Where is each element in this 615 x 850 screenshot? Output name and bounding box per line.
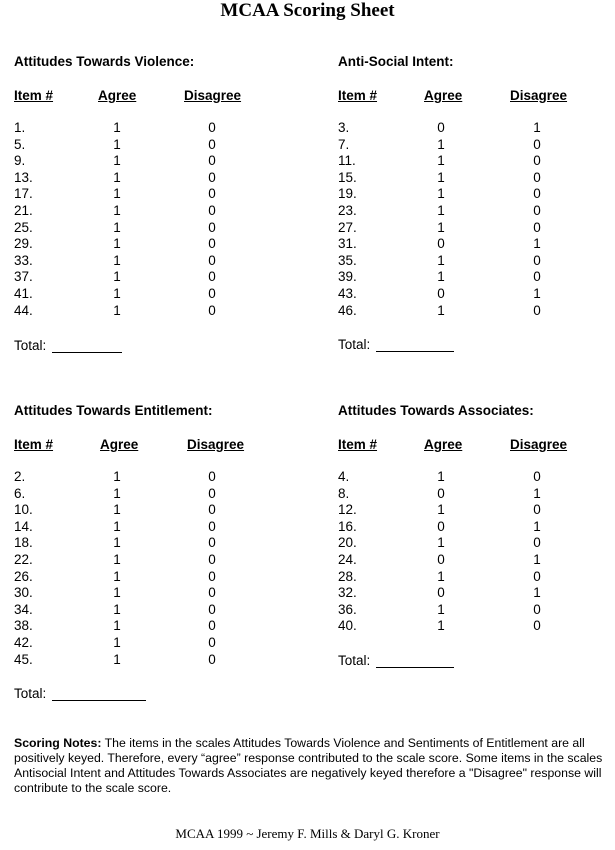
item-cell: 43. — [338, 285, 357, 301]
scoring-notes — [14, 736, 609, 796]
item-cell: 5. — [14, 136, 26, 152]
item-cell: 3. — [338, 120, 350, 135]
section-associates — [338, 403, 615, 703]
disagree-cell: 0 — [533, 568, 541, 584]
agree-cell: 1 — [437, 169, 445, 185]
agree-cell: 1 — [113, 651, 121, 667]
item-cell: 8. — [338, 485, 350, 501]
item-cell: 40. — [338, 618, 357, 634]
agree-cell: 0 — [437, 120, 445, 135]
agree-cell: 1 — [113, 153, 121, 169]
disagree-cell: 0 — [208, 551, 216, 567]
disagree-cell: 0 — [208, 568, 216, 584]
item-cell: 33. — [14, 252, 33, 268]
agree-cell: 1 — [113, 202, 121, 218]
disagree-cell: 0 — [208, 236, 216, 252]
agree-cell: 1 — [437, 252, 445, 268]
disagree-cell: 0 — [533, 269, 541, 285]
item-cell: 25. — [14, 219, 33, 235]
agree-cell: 1 — [437, 202, 445, 218]
item-cell: 16. — [338, 518, 357, 534]
item-cell: 38. — [14, 618, 33, 634]
agree-cell: 1 — [437, 601, 445, 617]
item-cell: 31. — [338, 236, 357, 252]
disagree-cell: 0 — [208, 634, 216, 650]
page-footer: MCAA 1999 ~ Jeremy F. Mills & Daryl G. Kroner — [175, 826, 440, 841]
item-cell: 46. — [338, 302, 357, 318]
item-cell: 2. — [14, 469, 26, 484]
section-entitlement — [14, 403, 304, 703]
section-title: Anti-Social Intent: — [338, 54, 454, 69]
agree-list — [434, 469, 448, 635]
notes-text: The items in the scales Attitudes Towards Violence and Sentiments of Entitlement are all positively keyed. Therefore, every “agree” response contributed to the scale score. Some items in the scales Antisocial Intent and Attitudes Towards Associates are negatively keyed therefore a "Disagree" response will contribute to the scale score. — [14, 736, 603, 795]
disagree-cell: 1 — [533, 236, 541, 252]
agree-cell: 1 — [437, 269, 445, 285]
item-cell: 21. — [14, 202, 33, 218]
item-cell: 42. — [14, 634, 33, 650]
item-list — [14, 120, 33, 319]
agree-cell: 1 — [437, 186, 445, 202]
total-label: Total: — [14, 686, 47, 701]
disagree-cell: 0 — [533, 219, 541, 235]
item-list — [14, 469, 33, 668]
agree-cell: 1 — [113, 518, 121, 534]
agree-cell: 1 — [113, 551, 121, 567]
total-label: Total: — [338, 337, 371, 352]
agree-cell: 0 — [437, 485, 445, 501]
section-antisocial — [338, 54, 615, 354]
disagree-cell: 0 — [208, 585, 216, 601]
item-cell: 24. — [338, 551, 357, 567]
item-cell: 9. — [14, 153, 26, 169]
agree-cell: 0 — [437, 551, 445, 567]
item-cell: 13. — [14, 169, 33, 185]
item-cell: 34. — [14, 601, 33, 617]
disagree-list — [530, 469, 544, 635]
disagree-cell: 0 — [533, 252, 541, 268]
disagree-cell: 1 — [533, 120, 541, 135]
agree-cell: 1 — [113, 469, 121, 484]
item-cell: 41. — [14, 285, 33, 301]
disagree-cell: 0 — [208, 485, 216, 501]
disagree-cell: 0 — [533, 302, 541, 318]
disagree-list — [205, 469, 219, 668]
disagree-cell: 0 — [208, 518, 216, 534]
agree-cell: 1 — [113, 618, 121, 634]
disagree-cell: 1 — [533, 285, 541, 301]
total-blank[interactable] — [376, 337, 454, 352]
agree-cell: 1 — [113, 568, 121, 584]
agree-cell: 1 — [113, 269, 121, 285]
item-cell: 37. — [14, 269, 33, 285]
agree-cell: 1 — [437, 219, 445, 235]
agree-cell: 1 — [113, 219, 121, 235]
item-cell: 10. — [14, 502, 33, 518]
total-blank[interactable] — [376, 653, 454, 668]
disagree-header: Disagree — [510, 437, 568, 452]
agree-cell: 1 — [113, 120, 121, 135]
agree-cell: 1 — [113, 252, 121, 268]
total-label: Total: — [338, 653, 371, 668]
item-cell: 12. — [338, 502, 357, 518]
disagree-cell: 0 — [208, 618, 216, 634]
total-field — [338, 653, 454, 668]
item-cell: 6. — [14, 485, 26, 501]
disagree-cell: 0 — [208, 219, 216, 235]
total-field — [14, 338, 122, 353]
disagree-cell: 0 — [208, 136, 216, 152]
agree-cell: 1 — [437, 535, 445, 551]
item-cell: 32. — [338, 585, 357, 601]
agree-cell: 0 — [437, 518, 445, 534]
agree-cell: 1 — [437, 136, 445, 152]
item-header: Item # — [338, 437, 378, 452]
disagree-cell: 1 — [533, 585, 541, 601]
item-cell: 4. — [338, 469, 350, 484]
disagree-header: Disagree — [184, 88, 242, 103]
item-list — [338, 120, 357, 319]
item-cell: 17. — [14, 186, 33, 202]
item-cell: 11. — [338, 153, 356, 169]
disagree-cell: 0 — [208, 535, 216, 551]
disagree-cell: 0 — [533, 618, 541, 634]
disagree-cell: 0 — [208, 285, 216, 301]
item-cell: 23. — [338, 202, 357, 218]
item-cell: 39. — [338, 269, 357, 285]
disagree-header: Disagree — [510, 88, 568, 103]
disagree-cell: 0 — [208, 651, 216, 667]
item-cell: 36. — [338, 601, 357, 617]
agree-cell: 1 — [113, 502, 121, 518]
agree-cell: 1 — [113, 285, 121, 301]
item-cell: 26. — [14, 568, 33, 584]
total-label: Total: — [14, 338, 47, 353]
agree-cell: 1 — [113, 136, 121, 152]
agree-cell: 1 — [437, 153, 445, 169]
notes-label: Scoring Notes: — [14, 736, 102, 750]
disagree-header: Disagree — [187, 437, 245, 452]
disagree-cell: 0 — [533, 202, 541, 218]
disagree-cell: 0 — [533, 136, 541, 152]
agree-list — [110, 469, 124, 668]
disagree-cell: 0 — [208, 601, 216, 617]
agree-cell: 0 — [437, 285, 445, 301]
total-blank[interactable] — [52, 686, 146, 701]
disagree-cell: 0 — [208, 252, 216, 268]
agree-cell: 0 — [437, 236, 445, 252]
total-field — [338, 337, 454, 352]
total-field — [14, 686, 146, 701]
item-list — [338, 469, 357, 635]
item-cell: 22. — [14, 551, 33, 567]
agree-header: Agree — [98, 88, 137, 103]
agree-cell: 0 — [437, 585, 445, 601]
agree-cell: 1 — [113, 236, 121, 252]
agree-cell: 1 — [437, 502, 445, 518]
agree-cell: 1 — [113, 485, 121, 501]
agree-list — [110, 120, 124, 319]
disagree-cell: 0 — [533, 601, 541, 617]
item-cell: 44. — [14, 302, 33, 318]
item-cell: 15. — [338, 169, 357, 185]
disagree-cell: 0 — [208, 502, 216, 518]
item-cell: 18. — [14, 535, 33, 551]
item-header: Item # — [14, 437, 54, 452]
agree-header: Agree — [100, 437, 139, 452]
item-cell: 27. — [338, 219, 357, 235]
disagree-list — [530, 120, 544, 319]
agree-cell: 1 — [437, 568, 445, 584]
item-header: Item # — [14, 88, 54, 103]
item-cell: 29. — [14, 236, 33, 252]
section-title: Attitudes Towards Associates: — [338, 403, 534, 418]
disagree-cell: 0 — [208, 120, 216, 135]
disagree-cell: 0 — [533, 169, 541, 185]
agree-cell: 1 — [437, 618, 445, 634]
agree-cell: 1 — [437, 469, 445, 484]
disagree-cell: 0 — [208, 153, 216, 169]
disagree-cell: 1 — [533, 485, 541, 501]
section-violence — [14, 54, 304, 354]
item-header: Item # — [338, 88, 378, 103]
disagree-cell: 0 — [533, 469, 541, 484]
disagree-cell: 0 — [208, 169, 216, 185]
item-cell: 28. — [338, 568, 357, 584]
item-cell: 20. — [338, 535, 357, 551]
agree-list — [434, 120, 448, 319]
section-title: Attitudes Towards Violence: — [14, 54, 195, 69]
disagree-cell: 0 — [208, 269, 216, 285]
agree-cell: 1 — [113, 634, 121, 650]
disagree-cell: 0 — [208, 202, 216, 218]
item-cell: 45. — [14, 651, 33, 667]
agree-cell: 1 — [113, 169, 121, 185]
disagree-cell: 0 — [533, 186, 541, 202]
item-cell: 1. — [14, 120, 26, 135]
item-cell: 7. — [338, 136, 350, 152]
item-cell: 14. — [14, 518, 33, 534]
item-cell: 35. — [338, 252, 357, 268]
agree-cell: 1 — [113, 535, 121, 551]
disagree-cell: 0 — [208, 186, 216, 202]
agree-cell: 1 — [113, 302, 121, 318]
disagree-cell: 0 — [533, 535, 541, 551]
agree-cell: 1 — [113, 601, 121, 617]
page-title: MCAA Scoring Sheet — [220, 0, 395, 21]
disagree-cell: 0 — [533, 153, 541, 169]
agree-header: Agree — [424, 88, 463, 103]
item-cell: 19. — [338, 186, 357, 202]
agree-cell: 1 — [113, 186, 121, 202]
disagree-cell: 0 — [533, 502, 541, 518]
item-cell: 30. — [14, 585, 33, 601]
disagree-cell: 1 — [533, 518, 541, 534]
disagree-cell: 1 — [533, 551, 541, 567]
total-blank[interactable] — [52, 338, 122, 353]
agree-cell: 1 — [113, 585, 121, 601]
section-title: Attitudes Towards Entitlement: — [14, 403, 213, 418]
agree-cell: 1 — [437, 302, 445, 318]
disagree-cell: 0 — [208, 302, 216, 318]
agree-header: Agree — [424, 437, 463, 452]
disagree-list — [205, 120, 219, 319]
disagree-cell: 0 — [208, 469, 216, 484]
